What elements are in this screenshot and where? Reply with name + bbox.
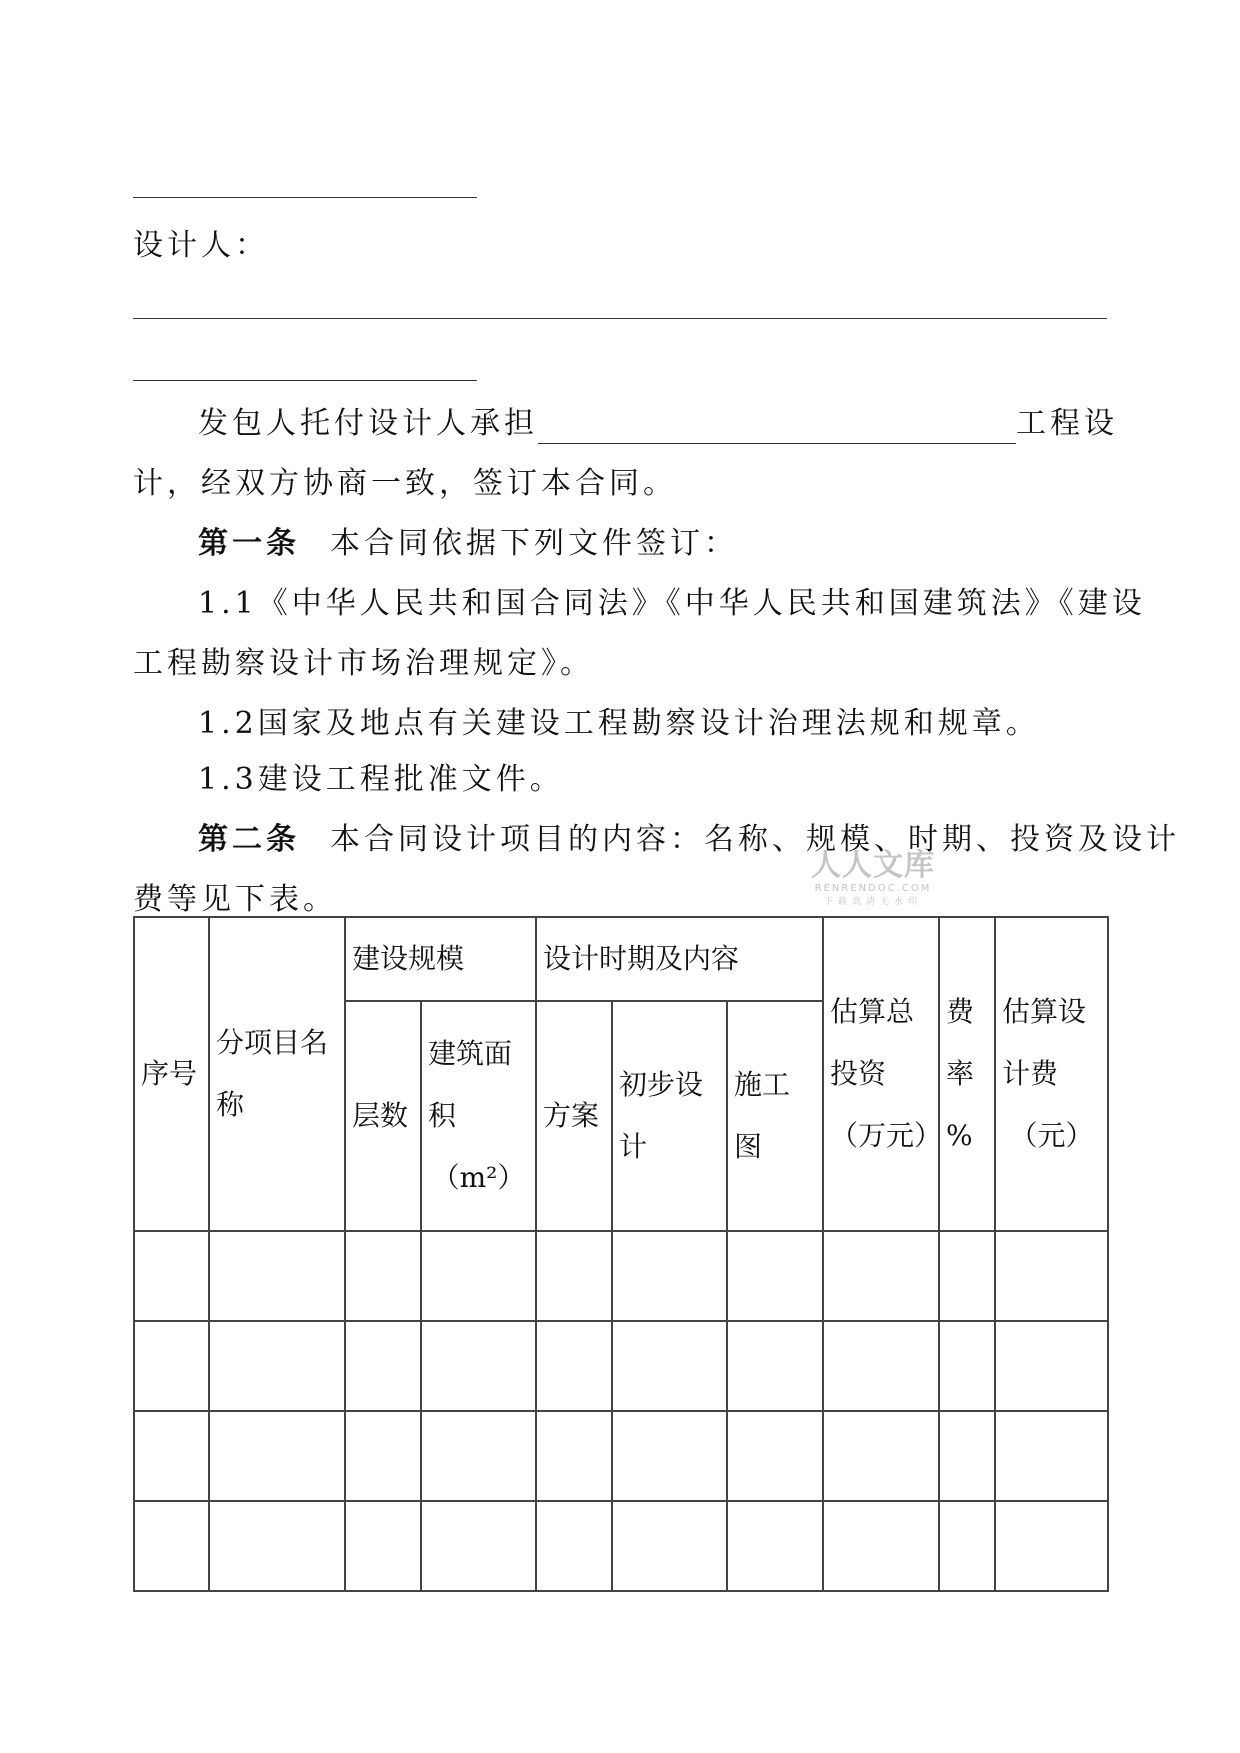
article1-text: 本合同依据下列文件签订： [330, 526, 738, 561]
table-row [134, 1321, 1108, 1411]
watermark-title: 人人文库 [811, 848, 935, 883]
header-item-name: 分项目名称 [209, 917, 345, 1231]
table-cell [823, 1231, 939, 1321]
table-cell [727, 1501, 823, 1591]
table-cell [995, 1231, 1108, 1321]
article1-item-1-3: 1.3建设工程批准文件。 [198, 762, 564, 797]
article2-line2: 费等见下表。 [133, 882, 337, 917]
table-cell [939, 1321, 995, 1411]
blank-line-3 [133, 380, 477, 381]
table-cell [612, 1411, 727, 1501]
table-cell [209, 1501, 345, 1591]
table-row [134, 1231, 1108, 1321]
table-cell [727, 1321, 823, 1411]
table-cell [612, 1321, 727, 1411]
table-cell [421, 1231, 536, 1321]
table-cell [727, 1411, 823, 1501]
table-cell [612, 1231, 727, 1321]
intro-text-part2: 工程设 [1016, 406, 1118, 441]
header-area-unit: （m²） [431, 1161, 526, 1194]
header-rate-label: 费率 [946, 995, 975, 1090]
header-fee-unit: （元） [1009, 1119, 1094, 1152]
header-floors: 层数 [345, 1001, 421, 1231]
table-cell [995, 1501, 1108, 1591]
intro-text-part1: 发包人托付设计人承担 [198, 406, 538, 441]
article1-item-1-1: 1.1《中华人民共和国合同法》《中华人民共和国建筑法》《建设 [198, 586, 1146, 621]
table-cell [209, 1411, 345, 1501]
header-construction: 施工图 [727, 1001, 823, 1231]
table-row [134, 1501, 1108, 1591]
blank-line-1 [133, 197, 477, 198]
table-cell [823, 1501, 939, 1591]
table-cell [727, 1231, 823, 1321]
table-row [134, 1411, 1108, 1501]
table-header-row-1 [134, 917, 1108, 1001]
project-name-blank [538, 409, 1016, 444]
table-cell [421, 1411, 536, 1501]
header-fee-label: 估算设计费 [1002, 995, 1087, 1090]
header-preliminary: 初步设计 [612, 1001, 727, 1231]
table-cell [995, 1321, 1108, 1411]
header-fee [995, 917, 1108, 1231]
table-cell [134, 1321, 209, 1411]
watermark-logo [808, 850, 938, 908]
table-cell [421, 1501, 536, 1591]
table-cell [995, 1411, 1108, 1501]
table-cell [345, 1231, 421, 1321]
header-investment-unit: （万元） [830, 1119, 943, 1152]
header-investment-label: 估算总投资 [830, 995, 915, 1090]
table-cell [134, 1231, 209, 1321]
intro-paragraph-line1 [198, 404, 1118, 444]
header-area-label: 建筑面积 [428, 1037, 513, 1132]
table-cell [536, 1501, 612, 1591]
article1-item-1-2: 1.2国家及地点有关建设工程勘察设计治理法规和规章。 [198, 706, 1040, 741]
table-cell [823, 1321, 939, 1411]
design-fee-table [133, 916, 1109, 1592]
header-rate-unit: % [946, 1119, 973, 1152]
table-cell [536, 1411, 612, 1501]
article2-text: 本合同设计项目的内容：名称、规模、时期、投资及设计 [330, 822, 1180, 857]
table-cell [612, 1501, 727, 1591]
table-cell [345, 1501, 421, 1591]
table-cell [345, 1321, 421, 1411]
table-cell [536, 1231, 612, 1321]
table-cell [536, 1321, 612, 1411]
header-scale-group: 建设规模 [345, 917, 536, 1001]
header-rate [939, 917, 995, 1231]
header-investment [823, 917, 943, 1231]
table-cell [134, 1411, 209, 1501]
article2-heading-line [198, 820, 1180, 860]
header-area [421, 1001, 536, 1231]
article2-heading: 第二条 [198, 822, 300, 857]
header-seq: 序号 [134, 917, 209, 1231]
blank-line-2 [133, 318, 1107, 319]
intro-paragraph-line2: 计，经双方协商一致，签订本合同。 [133, 466, 677, 501]
table-cell [939, 1411, 995, 1501]
table-cell [939, 1231, 995, 1321]
designer-label: 设计人： [133, 228, 269, 263]
table-cell [134, 1501, 209, 1591]
article1-heading-line [198, 524, 738, 564]
table-cell [345, 1411, 421, 1501]
table-cell [939, 1501, 995, 1591]
watermark-sub: 下载高清无水印 [823, 897, 922, 907]
table-cell [209, 1231, 345, 1321]
watermark-url: RENRENDOC.COM [814, 883, 932, 894]
table-cell [823, 1411, 939, 1501]
header-scheme: 方案 [536, 1001, 612, 1231]
header-phase-group: 设计时期及内容 [536, 917, 823, 1001]
table-cell [209, 1321, 345, 1411]
article1-item-1-1-cont: 工程勘察设计市场治理规定》。 [133, 646, 594, 681]
article1-heading: 第一条 [198, 526, 300, 561]
table-cell [421, 1321, 536, 1411]
